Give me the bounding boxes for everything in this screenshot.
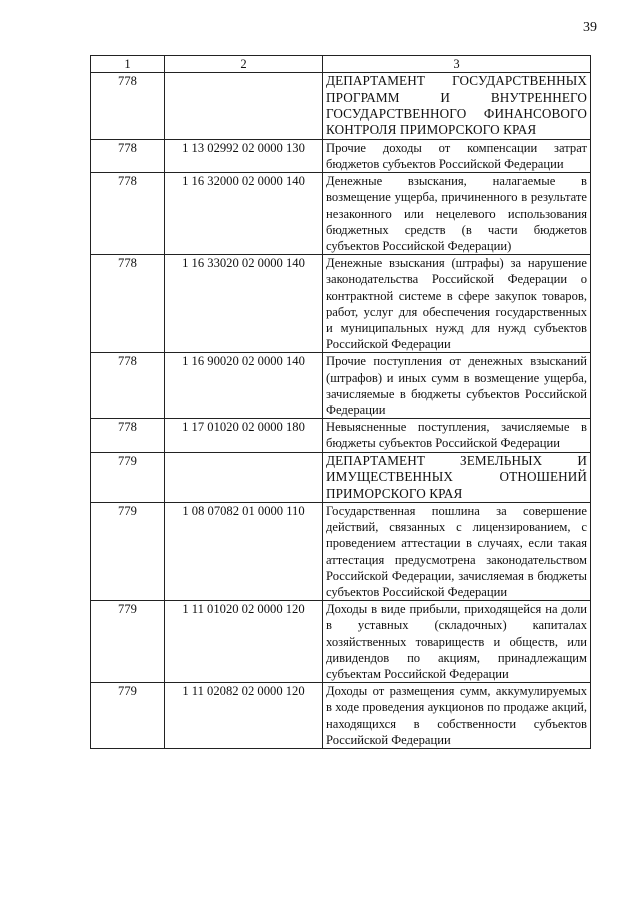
admin-code-cell: 778 <box>91 173 165 255</box>
revenue-name-cell: Доходы от размещения сумм, аккумулируемых в ходе проведения аукционов по продаже акций, находящихся в собственности субъектов Российской Федерации <box>323 683 591 749</box>
revenue-code-cell: 1 17 01020 02 0000 180 <box>165 419 323 452</box>
revenue-codes-table <box>90 55 591 749</box>
admin-code-cell: 778 <box>91 419 165 452</box>
revenue-code-cell: 1 13 02992 02 0000 130 <box>165 139 323 172</box>
revenue-name-cell: Доходы в виде прибыли, приходящейся на доли в уставных (складочных) капиталах хозяйственных товариществ и обществ, или дивидендов по акциям, принадлежащим субъектам Российской Федерации <box>323 601 591 683</box>
header-row <box>91 56 591 73</box>
header-col-2: 2 <box>165 56 323 73</box>
revenue-code-cell: 1 16 90020 02 0000 140 <box>165 353 323 419</box>
admin-code-cell: 778 <box>91 73 165 140</box>
admin-code-cell: 779 <box>91 502 165 600</box>
revenue-name-cell: Прочие поступления от денежных взысканий (штрафов) и иных сумм в возмещение ущерба, зачисляемые в бюджеты субъектов Российской Федерации <box>323 353 591 419</box>
revenue-name-cell: Государственная пошлина за совершение действий, связанных с лицензированием, с проведением аттестации в случаях, если такая аттестация предусмотрена законодательством Российской Федерации, зачисляемая в бюджеты субъектов Российской Федерации <box>323 502 591 600</box>
header-col-1: 1 <box>91 56 165 73</box>
page-number: 39 <box>583 20 597 35</box>
revenue-name-cell: Невыясненные поступления, зачисляемые в бюджеты субъектов Российской Федерации <box>323 419 591 452</box>
table-row <box>91 452 591 502</box>
revenue-code-cell: 1 11 02082 02 0000 120 <box>165 683 323 749</box>
table-row <box>91 173 591 255</box>
admin-code-cell: 779 <box>91 452 165 502</box>
revenue-code-cell: 1 16 33020 02 0000 140 <box>165 255 323 353</box>
department-name-cell: ДЕПАРТАМЕНТ ЗЕМЕЛЬНЫХ И ИМУЩЕСТВЕННЫХ ОТНОШЕНИЙ ПРИМОРСКОГО КРАЯ <box>323 452 591 502</box>
table-row <box>91 683 591 749</box>
revenue-code-cell: 1 08 07082 01 0000 110 <box>165 502 323 600</box>
admin-code-cell: 778 <box>91 139 165 172</box>
admin-code-cell: 779 <box>91 601 165 683</box>
revenue-name-cell: Денежные взыскания, налагаемые в возмещение ущерба, причиненного в результате незаконного или нецелевого использования бюджетных средств (в части бюджетов субъектов Российской Федерации) <box>323 173 591 255</box>
header-col-3: 3 <box>323 56 591 73</box>
table-row <box>91 502 591 600</box>
table-row <box>91 139 591 172</box>
table-row <box>91 255 591 353</box>
table-row <box>91 601 591 683</box>
admin-code-cell: 778 <box>91 353 165 419</box>
table-row <box>91 353 591 419</box>
admin-code-cell: 779 <box>91 683 165 749</box>
table-body <box>91 73 591 749</box>
admin-code-cell: 778 <box>91 255 165 353</box>
table-row <box>91 419 591 452</box>
revenue-name-cell: Денежные взыскания (штрафы) за нарушение законодательства Российской Федерации о контрактной системе в сфере закупок товаров, работ, услуг для обеспечения государственных и муниципальных нужд для нужд субъектов Российской Федерации <box>323 255 591 353</box>
revenue-code-cell <box>165 73 323 140</box>
department-name-cell: ДЕПАРТАМЕНТ ГОСУДАРСТВЕННЫХ ПРОГРАММ И ВНУТРЕННЕГО ГОСУДАРСТВЕННОГО ФИНАНСОВОГО КОНТРОЛЯ ПРИМОРСКОГО КРАЯ <box>323 73 591 140</box>
table-header <box>91 56 591 73</box>
revenue-name-cell: Прочие доходы от компенсации затрат бюджетов субъектов Российской Федерации <box>323 139 591 172</box>
revenue-code-cell <box>165 452 323 502</box>
revenue-code-cell: 1 16 32000 02 0000 140 <box>165 173 323 255</box>
revenue-code-cell: 1 11 01020 02 0000 120 <box>165 601 323 683</box>
table-row <box>91 73 591 140</box>
